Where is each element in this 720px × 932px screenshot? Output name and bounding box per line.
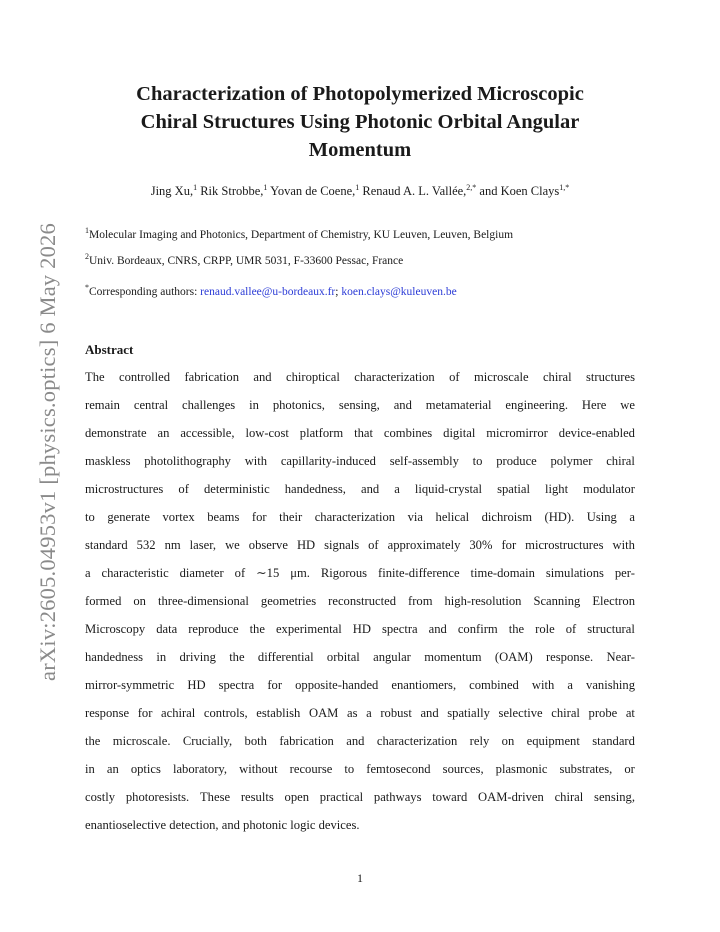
abstract-line: microstructures of deterministic handedness, and a liquid-crystal spatial light modulator xyxy=(85,482,635,496)
abstract-line: formed on three-dimensional geometries reconstructed from high-resolution Scanning Electron xyxy=(85,594,635,608)
author-name: Rik Strobbe, xyxy=(197,184,264,198)
affiliation-text: Molecular Imaging and Photonics, Department of Chemistry, KU Leuven, Leuven, Belgium xyxy=(89,229,514,241)
affiliation-marker: 1 xyxy=(193,183,198,192)
abstract-line: to generate vortex beams for their characterization via helical dichroism (HD). Using a xyxy=(85,510,635,524)
title-line: Momentum xyxy=(308,139,412,161)
arxiv-identifier: arXiv:2605.04953v1 [physics.optics] 6 May 2026 xyxy=(35,223,60,681)
corresponding-authors xyxy=(85,283,645,298)
abstract-line: in an optics laboratory, without recourse to femtosecond sources, plasmonic substrates, or xyxy=(85,762,635,776)
author-name: and Koen Clays xyxy=(476,184,560,198)
title-line: Characterization of Photopolymerized Microscopic xyxy=(136,83,584,105)
abstract-line: demonstrate an accessible, low-cost platform that combines digital micromirror device-enabled xyxy=(85,426,635,440)
author-list xyxy=(85,184,635,199)
abstract-line: maskless photolithography with capillarity-induced self-assembly to produce polymer chiral xyxy=(85,454,635,468)
abstract-line: standard 532 nm laser, we observe HD signals of approximately 30% for microstructures with xyxy=(85,538,635,552)
abstract-line: The controlled fabrication and chiroptical characterization of microscale chiral structures xyxy=(85,370,635,384)
abstract-body xyxy=(85,367,635,843)
affiliation-marker: 2,* xyxy=(466,183,477,192)
affiliation-marker: 1 xyxy=(85,226,89,235)
affiliation-marker: 1 xyxy=(263,183,268,192)
author-name: Yovan de Coene, xyxy=(267,184,356,198)
affiliation-text: Univ. Bordeaux, CNRS, CRPP, UMR 5031, F-33600 Pessac, France xyxy=(89,255,404,267)
corresponding-label: Corresponding authors: xyxy=(89,286,201,298)
affiliation-marker: 1,* xyxy=(559,183,570,192)
abstract-line: a characteristic diameter of ∼15 μm. Rigorous finite-difference time-domain simulations per- xyxy=(85,566,635,580)
affiliation xyxy=(85,252,645,267)
abstract-line: the microscale. Crucially, both fabrication and characterization rely on equipment standard xyxy=(85,734,635,748)
abstract-line: enantioselective detection, and photonic logic devices. xyxy=(85,818,360,832)
affiliation-marker: 1 xyxy=(355,183,360,192)
author-name: Jing Xu, xyxy=(150,184,194,198)
abstract-line: remain central challenges in photonics, sensing, and metamaterial engineering. Here we xyxy=(85,398,635,412)
email-link[interactable]: renaud.vallee@u-bordeaux.fr xyxy=(200,286,336,298)
affiliation xyxy=(85,226,645,241)
email-separator: ; xyxy=(335,286,342,298)
abstract-line: Microscopy data reproduce the experimental HD spectra and confirm the role of structural xyxy=(85,622,635,636)
abstract-line: response for achiral controls, establish OAM as a robust and spatially selective chiral probe at xyxy=(85,706,635,720)
email-link[interactable]: koen.clays@kuleuven.be xyxy=(341,286,457,298)
paper-title xyxy=(85,80,635,164)
affiliation-marker: 2 xyxy=(85,252,89,261)
title-line: Chiral Structures Using Photonic Orbital Angular xyxy=(140,111,580,133)
author-name: Renaud A. L. Vallée, xyxy=(359,184,467,198)
page-number: 1 xyxy=(357,871,363,885)
abstract-line: costly photoresists. These results open practical pathways toward OAM-driven chiral sensing, xyxy=(85,790,635,804)
corresponding-marker: * xyxy=(85,283,89,292)
abstract-heading: Abstract xyxy=(85,342,134,357)
abstract-line: mirror-symmetric HD spectra for opposite-handed enantiomers, combined with a vanishing xyxy=(85,678,635,692)
abstract-line: handedness in driving the differential orbital angular momentum (OAM) response. Near- xyxy=(85,650,635,664)
